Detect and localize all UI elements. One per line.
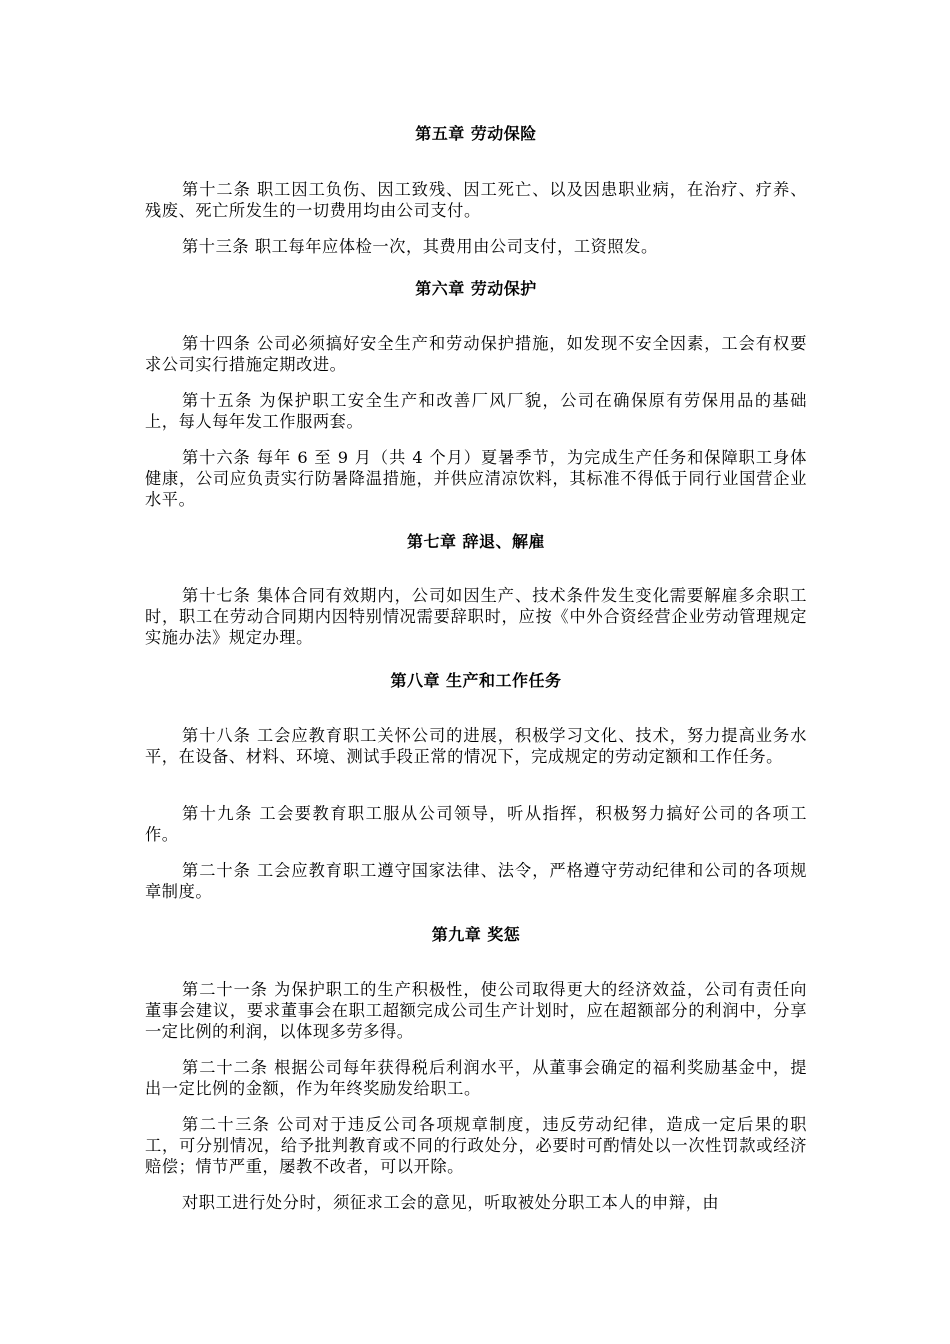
chapter-title: 第八章 生产和工作任务 [390, 671, 562, 690]
paragraph: 第十九条 工会要教育职工服从公司领导，听从指挥，积极努力搞好公司的各项工作。 [145, 804, 807, 844]
paragraph: 第十七条 集体合同有效期内，公司如因生产、技术条件发生变化需要解雇多余职工时，职工在劳动合同期内因特别情况需要辞职时，应按《中外合资经营企业劳动管理规定实施办法》规定办理。 [145, 586, 807, 647]
paragraph: 第二十条 工会应教育职工遵守国家法律、法令，严格遵守劳动纪律和公司的各项规章制度。 [145, 861, 807, 901]
article-21 [145, 979, 807, 1042]
article-14 [145, 333, 807, 375]
disciplinary-note [145, 1192, 807, 1213]
paragraph: 第十四条 公司必须搞好安全生产和劳动保护措施，如发现不安全因素，工会有权要求公司实行措施定期改进。 [145, 334, 807, 374]
article-20 [145, 860, 807, 902]
chapter-title: 第九章 奖惩 [431, 925, 521, 944]
paragraph: 第二十三条 公司对于违反公司各项规章制度，违反劳动纪律，造成一定后果的职工，可分别情况，给予批判教育或不同的行政处分，必要时可酌情处以一次性罚款或经济赔偿；情节严重，屡教不改者，可以开除。 [145, 1115, 807, 1176]
chapter-7 [145, 531, 807, 553]
article-17 [145, 585, 807, 648]
paragraph: 第二十二条 根据公司每年获得税后利润水平，从董事会确定的福利奖励基金中，提出一定比例的金额，作为年终奖励发给职工。 [145, 1058, 807, 1098]
chapter-8 [145, 670, 807, 692]
article-18 [145, 725, 807, 767]
paragraph: 第十二条 职工因工负伤、因工致残、因工死亡、以及因患职业病，在治疗、疗养、残废、死亡所发生的一切费用均由公司支付。 [145, 180, 807, 220]
paragraph: 第十六条 每年 6 至 9 月（共 4 个月）夏暑季节，为完成生产任务和保障职工身体健康，公司应负责实行防暑降温措施，并供应清凉饮料，其标准不得低于同行业国营企业水平。 [145, 448, 807, 509]
paragraph: 对职工进行处分时，须征求工会的意见，听取被处分职工本人的申辩，由 [182, 1193, 720, 1212]
chapter-title: 第六章 劳动保护 [415, 279, 537, 298]
article-13 [145, 236, 807, 257]
paragraph: 第十三条 职工每年应体检一次，其费用由公司支付，工资照发。 [182, 237, 658, 256]
chapter-6 [145, 278, 807, 300]
article-15 [145, 390, 807, 432]
chapter-title: 第七章 辞退、解雇 [406, 532, 546, 551]
chapter-title: 第五章 劳动保险 [415, 124, 537, 143]
chapter-9 [145, 924, 807, 946]
chapter-5 [145, 123, 807, 145]
paragraph: 第十五条 为保护职工安全生产和改善厂风厂貌，公司在确保原有劳保用品的基础上，每人每年发工作服两套。 [145, 391, 807, 431]
paragraph: 第二十一条 为保护职工的生产积极性，使公司取得更大的经济效益，公司有责任向董事会建议，要求董事会在职工超额完成公司生产计划时，应在超额部分的利润中，分享一定比例的利润，以体现多劳多得。 [145, 980, 807, 1041]
article-23 [145, 1114, 807, 1177]
article-12 [145, 179, 807, 221]
article-22 [145, 1057, 807, 1099]
paragraph: 第十八条 工会应教育职工关怀公司的进展，积极学习文化、技术，努力提高业务水平，在设备、材料、环境、测试手段正常的情况下，完成规定的劳动定额和工作任务。 [145, 726, 807, 766]
article-19 [145, 803, 807, 845]
article-16 [145, 447, 807, 510]
